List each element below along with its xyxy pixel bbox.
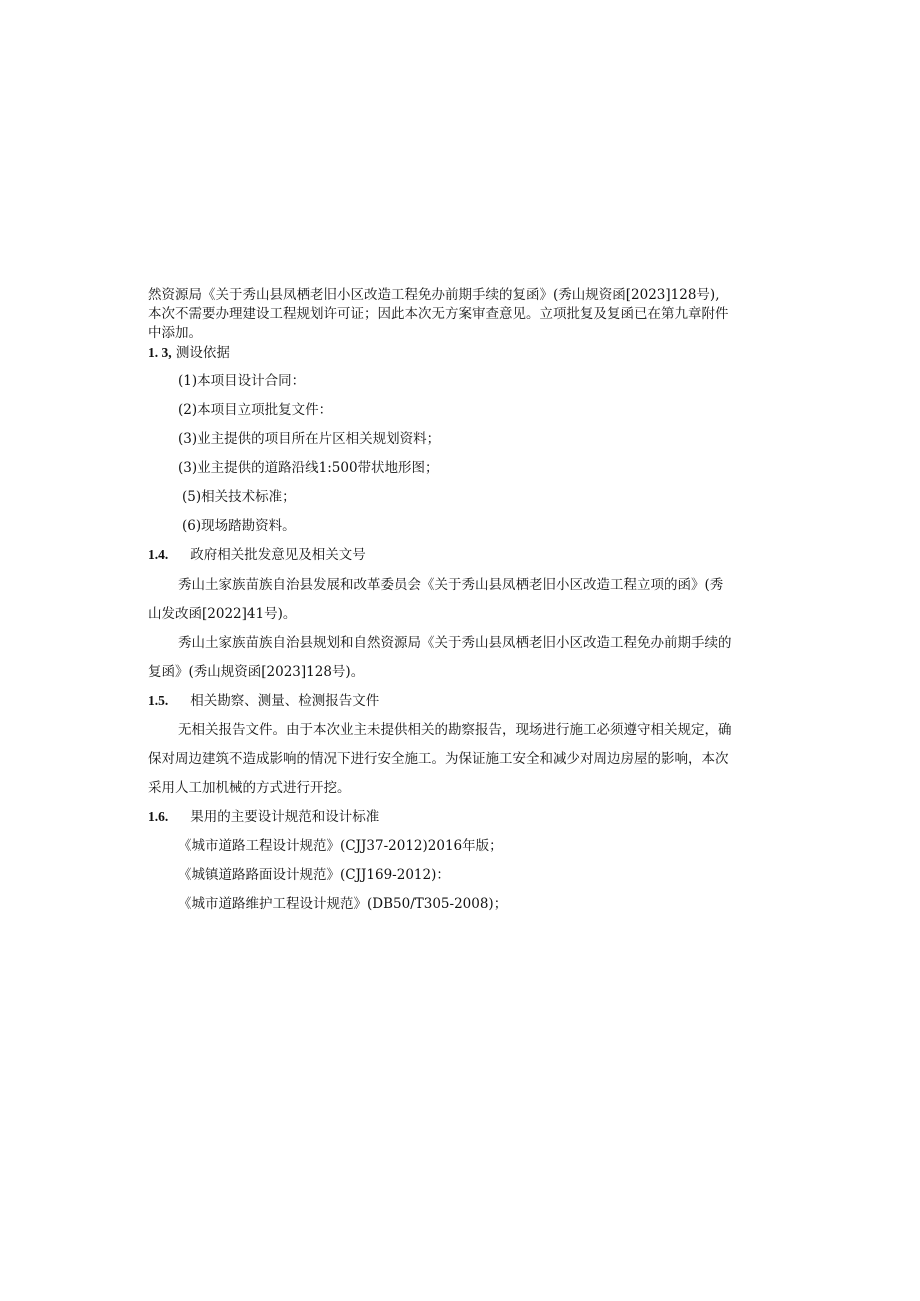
- section-number: 1.4.: [148, 547, 169, 562]
- report-para-line-3: 采用人工加机械的方式进行开挖。: [148, 780, 351, 796]
- section-title: 果用的主要设计规范和设计标准: [190, 809, 380, 825]
- intro-line-1: 然资源局《关于秀山县凤栖老旧小区改造工程免办前期手续的复函》(秀山规资函[2023]128号),: [148, 287, 720, 303]
- section-title: 政府相关批发意见及相关文号: [190, 547, 366, 563]
- approval-para-1-line-2: 山发改函[2022]41号)。: [148, 606, 297, 622]
- section-number: 1.6.: [148, 809, 169, 824]
- section-1-3-heading: [148, 344, 788, 362]
- approval-para-2-line-2: 复函》(秀山规资函[2023]128号)。: [148, 664, 365, 680]
- approval-para-2-line-1: 秀山土家族苗族自治县规划和自然资源局《关于秀山县凤栖老旧小区改造工程免办前期手续的: [178, 635, 732, 651]
- standard-item-3: 《城市道路维护工程设计规范》(DB50/T305-2008)；: [178, 896, 508, 912]
- section-number: 1.5.: [148, 693, 169, 708]
- standard-item-1: 《城市道路工程设计规范》(CJJ37-2012)2016年版；: [178, 838, 503, 854]
- basis-item-2: (2)本项目立项批复文件：: [178, 402, 333, 418]
- approval-para-1-line-1: 秀山土家族苗族自治县发展和改革委员会《关于秀山县凤栖老旧小区改造工程立项的函》(秀: [178, 577, 724, 593]
- report-para-line-1: 无相关报告文件。由于本次业主未提供相关的勘察报告，现场进行施工必须遵守相关规定，确: [178, 722, 732, 738]
- standard-item-2: 《城镇道路路面设计规范》(CJJ169-2012)：: [178, 867, 450, 883]
- section-1-6-heading: [148, 808, 788, 826]
- basis-item-4: (3)业主提供的道路沿线1:500带状地形图；: [178, 460, 439, 476]
- intro-line-3: 中添加。: [148, 325, 202, 341]
- section-title: 测设依据: [175, 345, 230, 361]
- section-number: 1. 3,: [148, 345, 172, 360]
- section-1-4-heading: [148, 546, 788, 564]
- report-para-line-2: 保对周边建筑不造成影响的情况下进行安全施工。为保证施工安全和减少对周边房屋的影响，本次: [148, 751, 729, 767]
- intro-line-2: 本次不需要办理建设工程规划许可证；因此本次无方案审查意见。立项批复及复函已在第九章附件: [148, 306, 729, 322]
- basis-item-5: (5)相关技术标准；: [182, 489, 296, 505]
- section-title: 相关勘察、测量、检测报告文件: [190, 693, 380, 709]
- basis-item-6: (6)现场踏勘资料。: [182, 518, 296, 534]
- basis-item-3: (3)业主提供的项目所在片区相关规划资料；: [178, 431, 441, 447]
- section-1-5-heading: [148, 692, 788, 710]
- basis-item-1: (1)本项目设计合同：: [178, 373, 306, 389]
